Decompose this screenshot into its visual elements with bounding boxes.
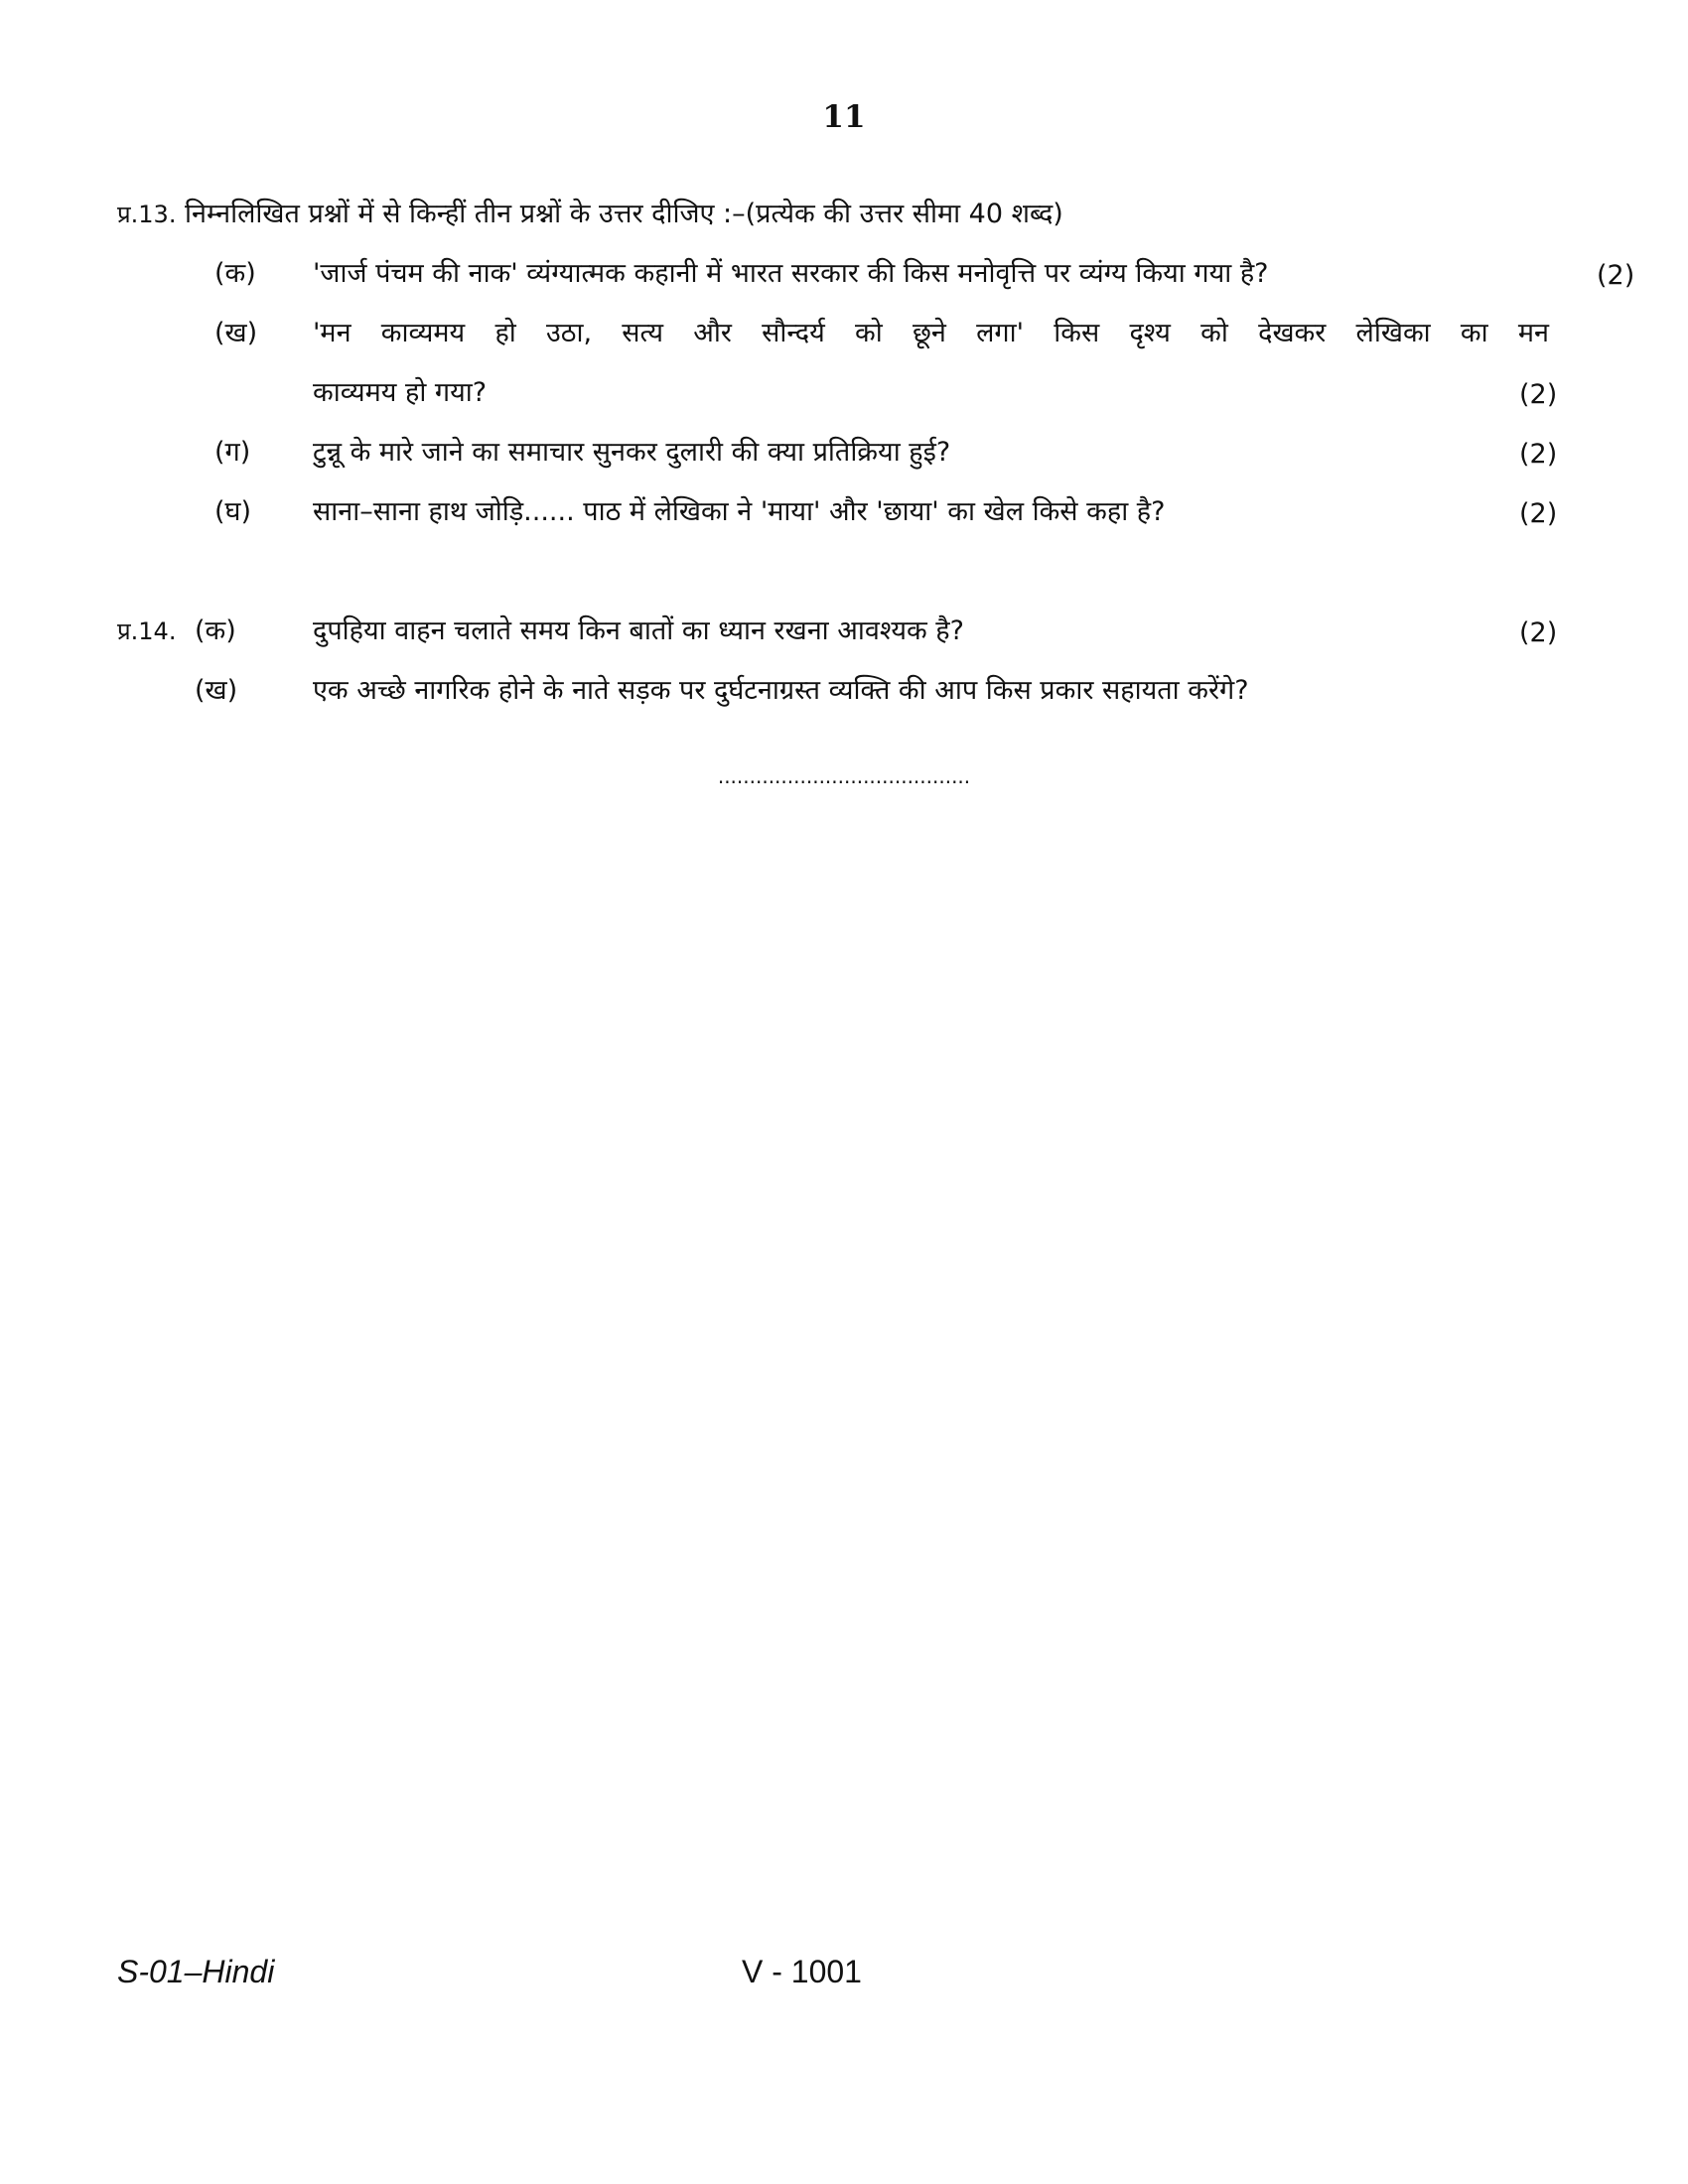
q13-item-d-label: (घ)	[214, 496, 252, 527]
q14-item-a-label: (क)	[195, 615, 236, 646]
q13-item-c-label: (ग)	[214, 437, 251, 468]
q14-item-a-marks: (2)	[1519, 617, 1558, 648]
q14-item-b-text: एक अच्छे नागरिक होने के नाते सड़क पर दुर्घटनाग्रस्त व्यक्ति की आप किस प्रकार सहायता करेंगे?	[313, 675, 1249, 706]
q13-item-c-marks: (2)	[1519, 439, 1558, 470]
q13-item-b-marks: (2)	[1519, 379, 1558, 410]
end-of-paper-marker: ........................................	[717, 764, 971, 788]
footer-paper-code: S-01–Hindi	[117, 1954, 275, 1989]
question-13-number: प्र.13.	[117, 201, 177, 228]
q13-item-a-text: 'जार्ज पंचम की नाक' व्यंग्यात्मक कहानी में भारत सरकार की किस मनोवृत्ति पर व्यंग्य किया गया है?	[313, 258, 1269, 289]
q13-item-d-text: साना–साना हाथ जोड़ि...... पाठ में लेखिका ने 'माया' और 'छाया' का खेल किसे कहा है?	[313, 496, 1166, 527]
page-number: 11	[822, 99, 866, 135]
q13-item-a-marks: (2)	[1597, 260, 1635, 291]
q13-item-b-text-line1: 'मन काव्यमय हो उठा, सत्य और सौन्दर्य को छूने लगा' किस दृश्य को देखकर लेखिका का मन	[313, 318, 1549, 348]
q14-item-a-text: दुपहिया वाहन चलाते समय किन बातों का ध्यान रखना आवश्यक है?	[313, 615, 964, 646]
q13-item-d-marks: (2)	[1519, 498, 1558, 529]
q14-item-b-label: (ख)	[195, 675, 238, 706]
q13-item-b-text-line2: काव्यमय हो गया?	[313, 377, 488, 408]
question-13	[117, 195, 1063, 234]
question-14-num: प्र.14.	[117, 617, 177, 645]
q13-item-b-label: (ख)	[214, 318, 258, 348]
q13-item-c-text: टुन्नू के मारे जाने का समाचार सुनकर दुलारी की क्या प्रतिक्रिया हुई?	[313, 437, 951, 468]
footer-version: V - 1001	[742, 1954, 862, 1989]
q13-item-a-label: (क)	[214, 258, 256, 289]
question-13-text: निम्नलिखित प्रश्नों में से किन्हीं तीन प्रश्नों के उत्तर दीजिए :–(प्रत्येक की उत्तर सीमा 40 शब्द)	[185, 199, 1063, 229]
question-14-number	[117, 612, 176, 651]
